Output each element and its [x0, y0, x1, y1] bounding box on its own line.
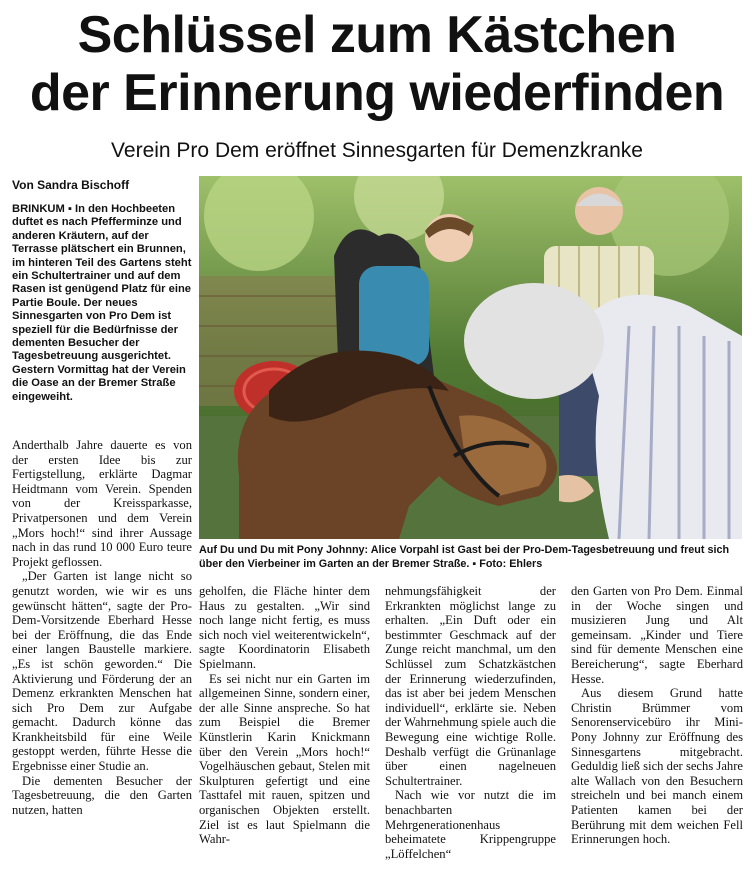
- headline-line-1: Schlüssel zum Kästchen: [77, 6, 677, 64]
- column-3-paragraph-2: Nach wie vor nutzt die im benachbarten Mehrgenerationenhaus beheimatete Krippengruppe „Löffelchen“: [385, 788, 556, 861]
- column-2-paragraph-2: Es sei nicht nur ein Garten im allgemeinen Sinne, sondern einer, der alle Sinne anspreche. So hat zum Beispiel die Bremer Künstlerin Karin Knickmann über den Verein „Mors hoch!“ Vogelhäuschen gebaut, Stelen mit Skulpturen gefertigt und eine Tasttafel mit rauen, spitzen und organischen Objekten erstellt. Ziel ist es laut Spielmann die Wahr-: [199, 671, 370, 847]
- byline: Von Sandra Bischoff: [12, 178, 130, 192]
- column-4-paragraph-1: den Garten von Pro Dem. Einmal in der Woche singen und musizieren Jung und Alt gemeinsam. „Kinder und Tiere sind für demente Menschen eine Bereicherung“, sagte Eberhard Hesse.: [571, 584, 743, 686]
- photo-illustration: [199, 176, 742, 539]
- column-1-paragraph-1: Anderthalb Jahre dauerte es von der ersten Idee bis zur Fertigstellung, erklärte Dagmar Heidtmann vom Verein. Spenden von der Kreissparkasse, Privatpersonen und dem Verein „Mors hoch!“ sind ihrer Aussage nach in das rund 10 000 Euro teure Projekt geflossen.: [12, 438, 192, 569]
- photo-caption: Auf Du und Du mit Pony Johnny: Alice Vorpahl ist Gast bei der Pro-Dem-Tagesbetreuung und freut sich über den Vierbeiner im Garten an der Bremer Straße. ▪ Foto: Ehlers: [199, 544, 730, 570]
- column-4: [571, 584, 743, 847]
- column-1: [12, 438, 192, 817]
- lead-separator: ▪: [67, 203, 76, 215]
- headline-line-2: der Erinnerung wiederfinden: [29, 64, 725, 122]
- lead-paragraph: [12, 203, 192, 404]
- lead-place: BRINKUM: [12, 203, 65, 215]
- column-3: [385, 584, 556, 861]
- column-1-paragraph-3: Die dementen Besucher der Tagesbetreuung, die den Garten nutzen, hatten: [12, 773, 192, 817]
- headline: [0, 6, 754, 122]
- subheadline: Verein Pro Dem eröffnet Sinnesgarten für Demenzkranke: [111, 139, 643, 162]
- column-3-paragraph-1: nehmungsfähigkeit der Erkrankten möglichst lange zu erhalten. „Ein Duft oder ein bestimmter Geschmack auf der Zunge reicht manchmal, um den Schlüssel zum Schatzkästchen der Erinnerung wiederzufinden, das ist aber bei jedem Menschen individuell“, erklärte sie. Neben der Wahrnehmung spiele auch die Bewegung eine wichtige Rolle. Deshalb verfügt die Grünanlage über einen nagelneuen Schultertrainer.: [385, 584, 556, 788]
- column-1-paragraph-2: „Der Garten ist lange nicht so genutzt worden, wie wir es uns gewünscht hätten“, sagte der Pro-Dem-Vorsitzende Eberhard Hesse bei der Eröffnung, die das Ende einer langen Baustelle markiere. „Es ist schön geworden.“ Die Aktivierung und Förderung der an Demenz erkrankten Menschen hat sich Pro Dem zur Aufgabe gemacht. Dadurch könne das Krankheitsbild für eine Weile gestoppt werden, führte Hesse die Ergebnisse einer Studie an.: [12, 569, 192, 774]
- column-2-paragraph-1: geholfen, die Fläche hinter dem Haus zu gestalten. „Wir sind noch lange nicht fertig, es muss sich noch viel weiterentwickeln“, sagte Koordinatorin Elisabeth Spielmann.: [199, 584, 370, 671]
- column-4-paragraph-2: Aus diesem Grund hatte Christin Brümmer vom Senorenservicebüro ihr Mini-Pony Johnny zur Eröffnung des Sinnesgartens mitgebracht. Geduldig ließ sich der sechs Jahre alte Wallach von den Besuchern streicheln und bei manch einem Patienten kamen bei der Berührung mit dem weichen Fell Erinnerungen hoch.: [571, 686, 743, 847]
- column-2: [199, 584, 370, 847]
- lead-text: In den Hochbeeten duftet es nach Pfefferminze und anderen Kräutern, auf der Terrasse plätschert ein Brunnen, im hinteren Teil des Gartens steht ein Schultertrainer und auf dem Rasen ist genügend Platz für eine Partie Boule. Der neues Sinnesgarten von Pro Dem ist speziell für die Bedürfnisse der dementen Besucher der Tagesbetreuung ausgerichtet. Gestern Vormittag hat der Verein die Oase an der Bremer Straße eingeweiht.: [12, 203, 192, 403]
- photo-pony-garden: [199, 176, 742, 539]
